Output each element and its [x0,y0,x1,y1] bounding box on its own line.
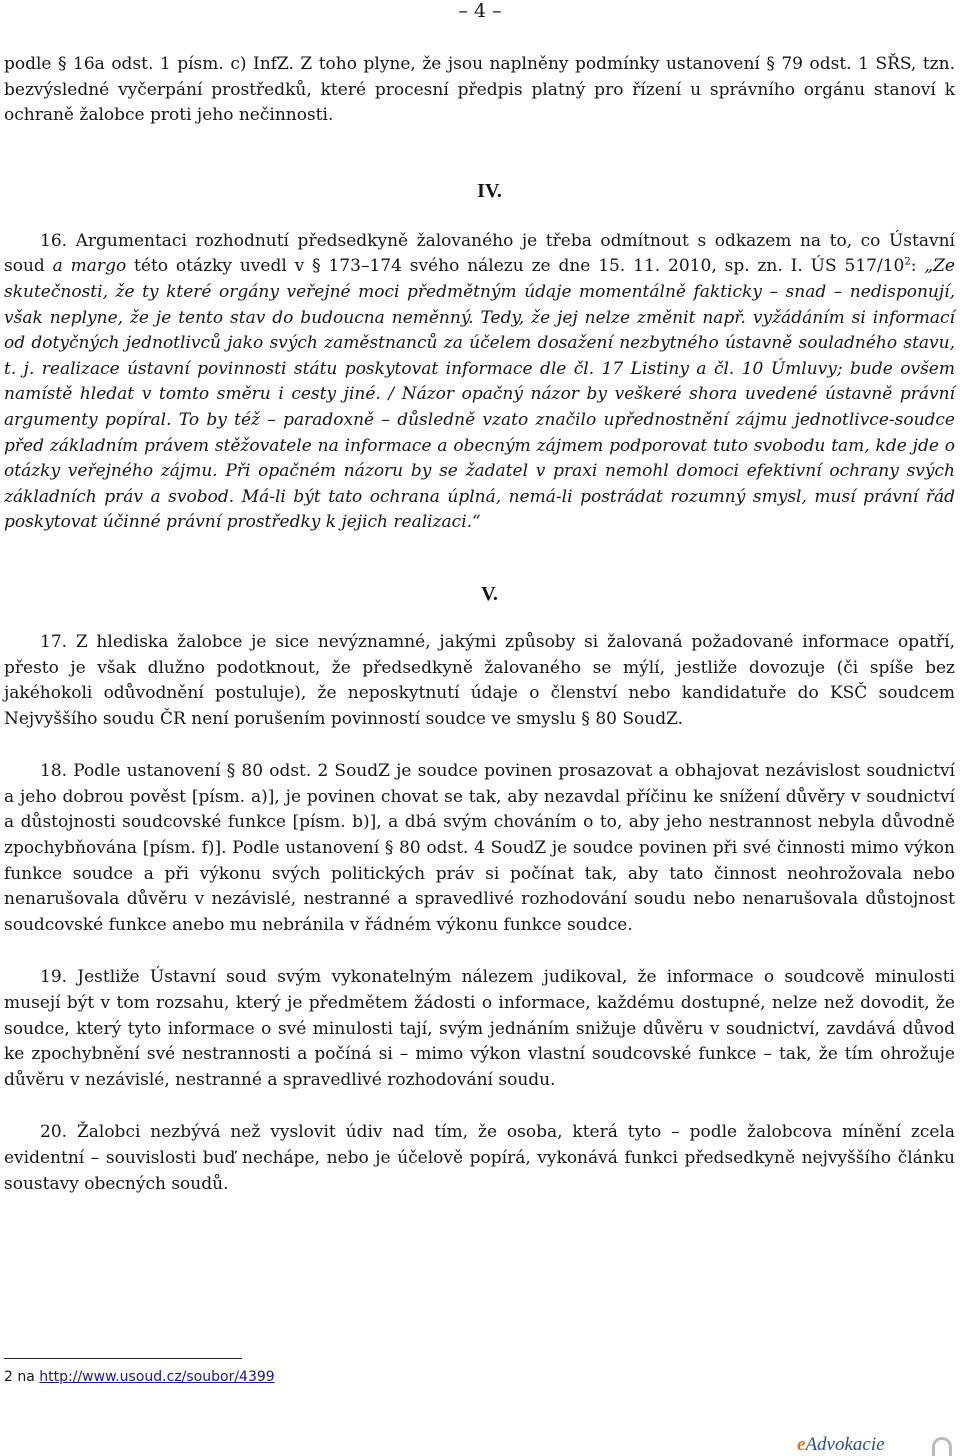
paragraph-18: 18. Podle ustanovení § 80 odst. 2 SoudZ je soudce povinen prosazovat a obhajovat nezávislost soudnictví a jeho dobrou pověst [písm. a)], je povinen chovat se tak, aby nezavdal příčinu ke snížení důvěry v soudnictví a důstojnosti soudcovské funkce [písm. b)], a dbá svým chováním o to, aby jeho nestrannost nebyla důvodně zpochybňována [písm. f)]. Podle ustanovení § 80 odst. 4 SoudZ je soudce povinen při své činnosti mimo výkon funkce soudce a při výkonu svých politických práv si počínat tak, aby tato činnost neohrožovala nebo nenarušovala důvěru v nezávislé, nestranné a spravedlivé rozhodování soudu nebo nenarušovala důstojnost soudcovské funkce anebo mu nebránila v řádném výkonu funkce soudce. [4,761,955,935]
paragraph-20: 20. Žalobci nezbývá než vyslovit údiv nad tím, že osoba, která tyto – podle žalobcova mínění zcela evidentní – souvislosti buď nechápe, nebo je účelově popírá, vykonává funkci předsedkyně nejvyššího článku soustavy obecných soudů. [4,1122,955,1194]
paragraph-16-text-b: této otázky uvedl v § 173–174 svého nálezu ze dne 15. 11. 2010, sp. zn. I. ÚS 517/10 [126,256,905,277]
footnote-link[interactable]: http://www.usoud.cz/soubor/4399 [39,1369,275,1385]
a-margo-phrase: a margo [52,256,127,277]
footnote-number: 2 [4,1369,13,1385]
section-heading-v: V. [481,582,498,605]
paragraph-16-colon: : [910,256,925,277]
page-number: – 4 – [458,0,502,22]
logo-arc-icon [932,1437,952,1456]
paragraph-19: 19. Jestliže Ústavní soud svým vykonatelným nálezem judikoval, že informace o soudcově minulosti musejí být v tom rozsahu, který je předmětem žádosti o informace, každému dostupné, nelze než dovodit, že soudce, který tyto informace o své minulosti tají, svým jednáním snižuje důvěru v soudnictví, zavdává důvod ke zpochybnění své nestrannosti a počíná si – mimo výkon vlastní soudcovské funkce – tak, že tím ohrožuje důvěru v nezávislé, nestranné a spravedlivé rozhodování soudu. [4,967,955,1090]
constitutional-court-quote: „Ze skutečnosti, že ty které orgány veřejné moci předmětným údaje momentálně fakticky – snad – nedisponují, však neplyne, že je tento stav do budoucna neměnný. Tedy, že jej nelze změnit např. vyžádáním si informací od dotyčných jednotlivců jako svých zaměstnanců za účelem dosažení nezbytného ústavně souladného stavu, t. j. realizace ústavní povinnosti státu poskytovat informace dle čl. 17 Listiny a čl. 10 Úmluvy; bude ovšem namístě hledat v tomto směru i cesty jiné. / Názor opačný názor by veškeré shora uvedené ústavně právní argumenty popíral. To by též – paradoxně – důsledně vzato značilo upřednostnění zájmu jednotlivce-soudce před základním právem stěžovatele na informace a obecným zájmem podporovat tuto svobodu tam, kde jde o otázky veřejného zájmu. Při opačném názoru by se žadatel v praxi nemohl domoci efektivní ochrany svých základních práv a svobod. Má-li být tato ochrana úplná, nemá-li postrádat rozumný smysl, musí právní řád poskytovat účinné právní prostředky k jejich realizaci.“ [4,256,955,533]
eadvokacie-logo [797,1433,885,1456]
footnote [4,1368,275,1386]
section-heading-iv: IV. [477,179,502,202]
paragraph-continuation: podle § 16a odst. 1 písm. c) InfZ. Z toho plyne, že jsou naplněny podmínky ustanovení § 79 odst. 1 SŘS, tzn. bezvýsledné vyčerpání prostředků, které procesní předpis platný pro řízení u správního orgánu stanoví k ochraně žalobce proti jeho nečinnosti. [4,54,955,126]
footnote-separator [4,1358,242,1359]
logo-letter-e: e [797,1434,806,1455]
logo-text: Advokacie [805,1434,885,1455]
paragraph-16-text-a: 16. Argumentaci rozhodnutí předsedkyně žalovaného je třeba odmítnout s odkazem na to, co Ústavní soud [4,230,955,277]
paragraph-16 [4,229,955,536]
paragraph-17: 17. Z hlediska žalobce je sice nevýznamné, jakými způsoby si žalovaná požadované informace opatří, přesto je však dlužno podotknout, že předsedkyně žalovaného se mýlí, jestliže dovozuje (či spíše bez jakéhokoli odůvodnění postuluje), že neposkytnutí údaje o členství nebo kandidatuře do KSČ soudcem Nejvyššího soudu ČR není porušením povinností soudce ve smyslu § 80 SoudZ. [4,631,955,729]
footnote-prefix: na [12,1369,40,1385]
document-body [4,52,955,1197]
footnote-reference[interactable]: 2 [904,256,911,268]
